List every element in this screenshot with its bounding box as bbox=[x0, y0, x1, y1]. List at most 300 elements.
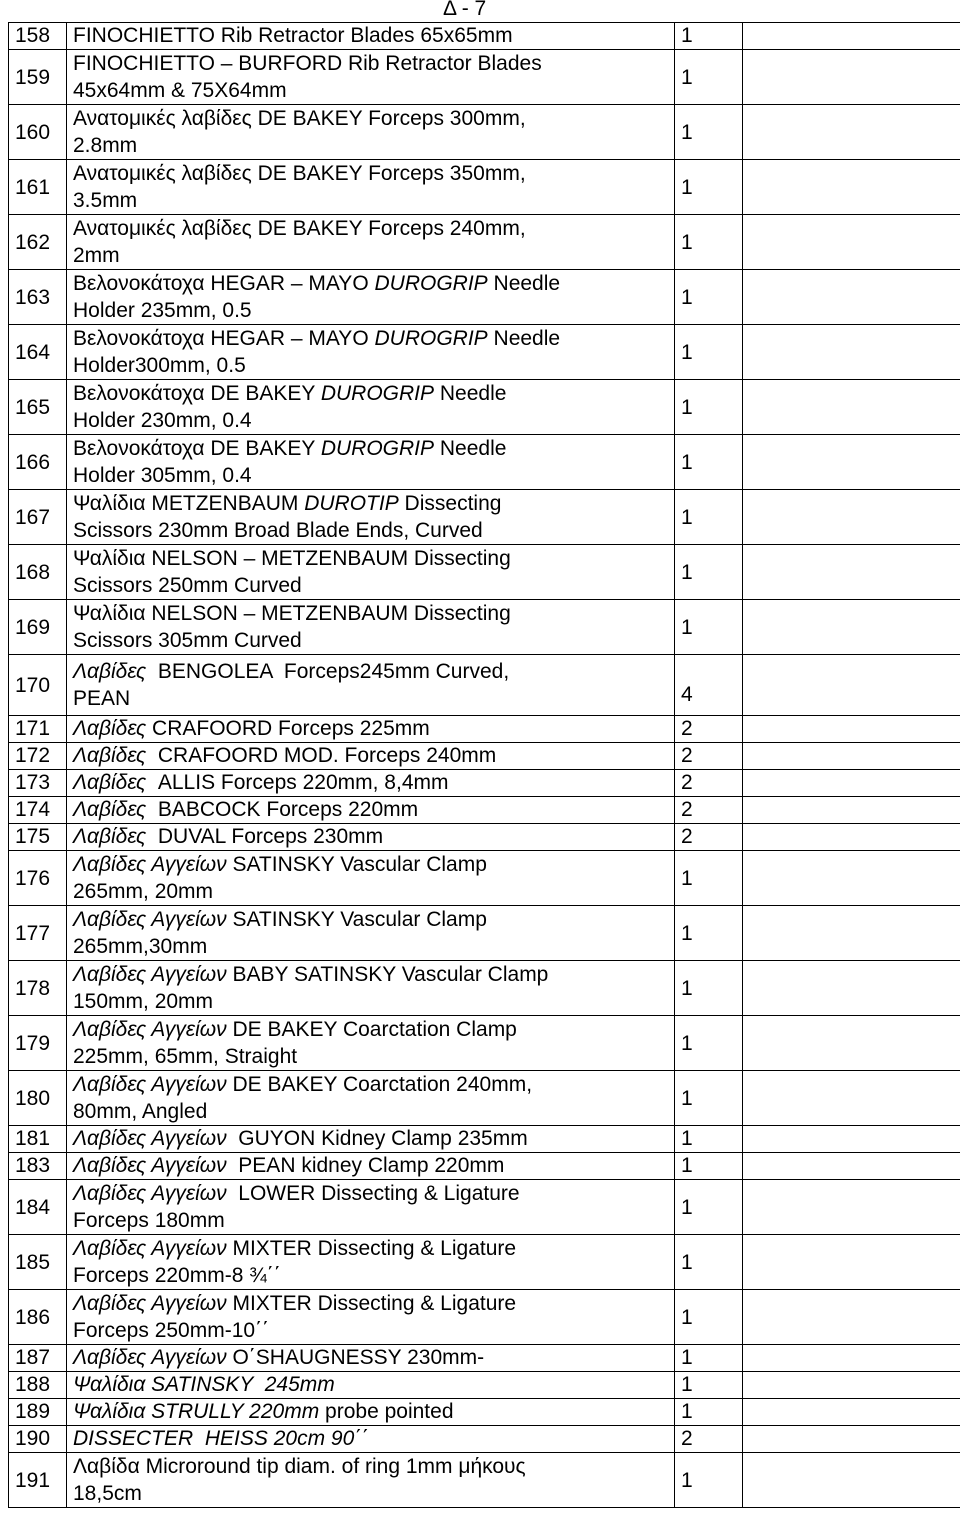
description-line bbox=[73, 1345, 674, 1371]
description-line bbox=[73, 50, 674, 77]
item-quantity: 1 bbox=[675, 50, 743, 105]
item-number: 189 bbox=[9, 1399, 67, 1426]
item-description bbox=[67, 1235, 675, 1290]
description-line bbox=[73, 242, 674, 269]
item-quantity: 1 bbox=[675, 1453, 743, 1508]
item-description bbox=[67, 824, 675, 851]
table-row bbox=[9, 435, 960, 490]
item-description bbox=[67, 770, 675, 797]
description-segment: Needle bbox=[487, 272, 561, 295]
description-segment: DUROGRIP bbox=[320, 382, 435, 405]
description-segment: Λαβίδες Αγγείων bbox=[73, 963, 227, 986]
description-segment: LOWER Dissecting & Ligature bbox=[226, 1182, 520, 1205]
description-segment: CRAFOORD Forceps 225mm bbox=[146, 717, 430, 740]
description-line bbox=[73, 297, 674, 324]
item-quantity: 1 bbox=[675, 1126, 743, 1153]
item-description bbox=[67, 716, 675, 743]
item-number: 166 bbox=[9, 435, 67, 490]
table-row bbox=[9, 851, 960, 906]
description-line bbox=[73, 1016, 674, 1043]
description-line bbox=[73, 851, 674, 878]
table-row bbox=[9, 961, 960, 1016]
item-description bbox=[67, 380, 675, 435]
item-description bbox=[67, 851, 675, 906]
empty-cell bbox=[743, 23, 960, 50]
description-segment: Holder 230mm, 0.4 bbox=[73, 409, 252, 432]
item-description bbox=[67, 743, 675, 770]
description-line bbox=[73, 1098, 674, 1125]
description-line bbox=[73, 352, 674, 379]
table-row bbox=[9, 1235, 960, 1290]
item-number: 167 bbox=[9, 490, 67, 545]
item-quantity: 1 bbox=[675, 215, 743, 270]
item-description bbox=[67, 1126, 675, 1153]
description-line bbox=[73, 1317, 674, 1344]
description-segment: Λαβίδες Αγγείων bbox=[73, 853, 227, 876]
empty-cell bbox=[743, 50, 960, 105]
item-quantity: 1 bbox=[675, 1153, 743, 1180]
description-segment: BABCOCK Forceps 220mm bbox=[146, 798, 419, 821]
item-quantity: 1 bbox=[675, 1235, 743, 1290]
description-line bbox=[73, 1235, 674, 1262]
empty-cell bbox=[743, 380, 960, 435]
page-label: Δ - 7 bbox=[443, 0, 487, 20]
item-description bbox=[67, 1071, 675, 1126]
item-description bbox=[67, 215, 675, 270]
table-row bbox=[9, 490, 960, 545]
item-number: 161 bbox=[9, 160, 67, 215]
item-quantity: 1 bbox=[675, 961, 743, 1016]
description-segment: FINOCHIETTO Rib Retractor Blades 65x65mm bbox=[73, 24, 513, 47]
description-segment: BENGOLEA Forceps245mm Curved, bbox=[146, 660, 510, 683]
item-quantity: 2 bbox=[675, 797, 743, 824]
description-segment: Λαβίδες Αγγείων bbox=[73, 1182, 227, 1205]
item-number: 163 bbox=[9, 270, 67, 325]
description-segment: Ανατομικές λαβίδες DE BAKEY Forceps 300mm, bbox=[73, 107, 526, 130]
table-row bbox=[9, 23, 960, 50]
empty-cell bbox=[743, 906, 960, 961]
empty-cell bbox=[743, 1126, 960, 1153]
description-line bbox=[73, 627, 674, 654]
description-segment: Λαβίδες bbox=[73, 744, 147, 767]
item-quantity: 1 bbox=[675, 851, 743, 906]
description-segment: SATINSKY Vascular Clamp bbox=[226, 853, 487, 876]
item-quantity: 1 bbox=[675, 105, 743, 160]
item-quantity: 1 bbox=[675, 435, 743, 490]
table-row bbox=[9, 770, 960, 797]
empty-cell bbox=[743, 1372, 960, 1399]
item-quantity: 1 bbox=[675, 490, 743, 545]
table-row bbox=[9, 380, 960, 435]
empty-cell bbox=[743, 215, 960, 270]
item-description bbox=[67, 1180, 675, 1235]
description-segment: MIXTER Dissecting & Ligature bbox=[226, 1292, 517, 1315]
description-segment: Needle bbox=[434, 382, 507, 405]
description-line bbox=[73, 1426, 674, 1452]
item-description bbox=[67, 655, 675, 716]
item-number: 162 bbox=[9, 215, 67, 270]
description-segment: DUVAL Forceps 230mm bbox=[146, 825, 384, 848]
item-description bbox=[67, 325, 675, 380]
table-row bbox=[9, 1399, 960, 1426]
description-segment: CRAFOORD MOD. Forceps 240mm bbox=[146, 744, 497, 767]
description-segment: O΄SHAUGNESSY 230mm- bbox=[226, 1346, 485, 1369]
item-number: 191 bbox=[9, 1453, 67, 1508]
description-segment: Needle bbox=[487, 327, 561, 350]
description-line bbox=[73, 572, 674, 599]
description-segment: GUYON Kidney Clamp 235mm bbox=[226, 1127, 528, 1150]
description-line bbox=[73, 1290, 674, 1317]
description-segment: Λαβίδες Αγγείων bbox=[73, 1018, 227, 1041]
description-segment: SATINSKY Vascular Clamp bbox=[226, 908, 487, 931]
empty-cell bbox=[743, 1399, 960, 1426]
description-segment: Λαβίδες Αγγείων bbox=[73, 1237, 227, 1260]
description-segment: 2.8mm bbox=[73, 134, 138, 157]
item-number: 187 bbox=[9, 1345, 67, 1372]
description-line bbox=[73, 824, 674, 850]
item-description bbox=[67, 435, 675, 490]
empty-cell bbox=[743, 1290, 960, 1345]
item-quantity: 1 bbox=[675, 1399, 743, 1426]
item-quantity: 1 bbox=[675, 270, 743, 325]
item-description bbox=[67, 490, 675, 545]
item-description bbox=[67, 797, 675, 824]
description-line bbox=[73, 685, 674, 712]
table-row bbox=[9, 1453, 960, 1508]
description-line bbox=[73, 490, 674, 517]
table-row bbox=[9, 215, 960, 270]
description-segment: Λαβίδες Αγγείων bbox=[73, 1154, 227, 1177]
description-line bbox=[73, 215, 674, 242]
description-segment: Ψαλίδια SATINSKY 245mm bbox=[73, 1373, 335, 1396]
description-segment: Ψαλίδια STRULLY 220mm bbox=[73, 1400, 320, 1423]
item-number: 168 bbox=[9, 545, 67, 600]
description-segment: Βελονοκάτοχα DE BAKEY bbox=[73, 382, 321, 405]
empty-cell bbox=[743, 160, 960, 215]
item-number: 174 bbox=[9, 797, 67, 824]
description-segment: Ψαλίδια METZENBAUM bbox=[73, 492, 305, 515]
table-row bbox=[9, 716, 960, 743]
description-segment: Ψαλίδια NELSON – METZENBAUM Dissecting bbox=[73, 547, 511, 570]
table-body bbox=[9, 23, 960, 1508]
description-segment: FINOCHIETTO – BURFORD Rib Retractor Blades bbox=[73, 52, 542, 75]
description-line bbox=[73, 407, 674, 434]
item-quantity: 1 bbox=[675, 906, 743, 961]
table-row bbox=[9, 545, 960, 600]
description-line bbox=[73, 1372, 674, 1398]
description-segment: Λαβίδες bbox=[73, 717, 147, 740]
description-segment: Λαβίδες bbox=[73, 825, 147, 848]
description-line bbox=[73, 462, 674, 489]
description-segment: 225mm, 65mm, Straight bbox=[73, 1045, 298, 1068]
empty-cell bbox=[743, 1235, 960, 1290]
description-line bbox=[73, 1399, 674, 1425]
item-number: 180 bbox=[9, 1071, 67, 1126]
description-segment: ALLIS Forceps 220mm, 8,4mm bbox=[146, 771, 449, 794]
description-line bbox=[73, 1153, 674, 1179]
item-description bbox=[67, 545, 675, 600]
description-line bbox=[73, 1453, 674, 1480]
empty-cell bbox=[743, 770, 960, 797]
empty-cell bbox=[743, 325, 960, 380]
description-segment: 45x64mm & 75X64mm bbox=[73, 79, 287, 102]
empty-cell bbox=[743, 961, 960, 1016]
table-row bbox=[9, 797, 960, 824]
description-line bbox=[73, 23, 674, 49]
item-description bbox=[67, 600, 675, 655]
description-segment: Λαβίδες Αγγείων bbox=[73, 1073, 227, 1096]
description-segment: 3.5mm bbox=[73, 189, 138, 212]
description-line bbox=[73, 906, 674, 933]
empty-cell bbox=[743, 1153, 960, 1180]
description-segment: Βελονοκάτοχα DE BAKEY bbox=[73, 437, 321, 460]
description-line bbox=[73, 270, 674, 297]
empty-cell bbox=[743, 270, 960, 325]
description-line bbox=[73, 878, 674, 905]
description-line bbox=[73, 988, 674, 1015]
description-line bbox=[73, 435, 674, 462]
empty-cell bbox=[743, 655, 960, 716]
item-quantity: 2 bbox=[675, 1426, 743, 1453]
description-segment: BABY SATINSKY Vascular Clamp bbox=[226, 963, 549, 986]
description-line bbox=[73, 1126, 674, 1152]
description-segment: Dissecting bbox=[398, 492, 502, 515]
item-number: 188 bbox=[9, 1372, 67, 1399]
table-row bbox=[9, 824, 960, 851]
description-line bbox=[73, 1043, 674, 1070]
item-number: 159 bbox=[9, 50, 67, 105]
description-line bbox=[73, 1480, 674, 1507]
description-line bbox=[73, 658, 674, 685]
description-segment: Λαβίδες bbox=[73, 660, 147, 683]
description-segment: Forceps 220mm-8 ¾΄΄ bbox=[73, 1264, 281, 1287]
item-number: 185 bbox=[9, 1235, 67, 1290]
item-number: 170 bbox=[9, 655, 67, 716]
item-number: 165 bbox=[9, 380, 67, 435]
description-segment: Λαβίδες Αγγείων bbox=[73, 1346, 227, 1369]
empty-cell bbox=[743, 600, 960, 655]
description-segment: Forceps 250mm-10΄΄ bbox=[73, 1319, 270, 1342]
empty-cell bbox=[743, 1453, 960, 1508]
description-segment: Ανατομικές λαβίδες DE BAKEY Forceps 240mm, bbox=[73, 217, 526, 240]
item-description bbox=[67, 906, 675, 961]
description-segment: Needle bbox=[434, 437, 507, 460]
description-segment: Holder 305mm, 0.4 bbox=[73, 464, 252, 487]
item-quantity: 1 bbox=[675, 1345, 743, 1372]
item-number: 186 bbox=[9, 1290, 67, 1345]
equipment-table bbox=[8, 22, 960, 1508]
description-line bbox=[73, 743, 674, 769]
item-number: 160 bbox=[9, 105, 67, 160]
item-description bbox=[67, 270, 675, 325]
description-segment: 150mm, 20mm bbox=[73, 990, 214, 1013]
table-row bbox=[9, 50, 960, 105]
description-segment: DUROGRIP bbox=[320, 437, 435, 460]
description-segment: 80mm, Angled bbox=[73, 1100, 208, 1123]
item-quantity: 1 bbox=[675, 1071, 743, 1126]
table-row bbox=[9, 325, 960, 380]
description-line bbox=[73, 716, 674, 742]
description-segment: PEAN bbox=[73, 687, 131, 710]
item-quantity: 1 bbox=[675, 1290, 743, 1345]
table-row bbox=[9, 1180, 960, 1235]
empty-cell bbox=[743, 105, 960, 160]
description-segment: 265mm,30mm bbox=[73, 935, 208, 958]
item-description bbox=[67, 1016, 675, 1071]
description-segment: PEAN kidney Clamp 220mm bbox=[226, 1154, 505, 1177]
empty-cell bbox=[743, 545, 960, 600]
item-number: 178 bbox=[9, 961, 67, 1016]
item-quantity: 1 bbox=[675, 325, 743, 380]
item-number: 183 bbox=[9, 1153, 67, 1180]
description-segment: 265mm, 20mm bbox=[73, 880, 214, 903]
empty-cell bbox=[743, 1426, 960, 1453]
item-quantity: 2 bbox=[675, 743, 743, 770]
description-line bbox=[73, 77, 674, 104]
empty-cell bbox=[743, 1180, 960, 1235]
item-description bbox=[67, 1153, 675, 1180]
item-quantity: 1 bbox=[675, 1372, 743, 1399]
description-segment: Λαβίδες Αγγείων bbox=[73, 1292, 227, 1315]
empty-cell bbox=[743, 1016, 960, 1071]
table-row bbox=[9, 1153, 960, 1180]
item-number: 190 bbox=[9, 1426, 67, 1453]
table-row bbox=[9, 105, 960, 160]
item-description bbox=[67, 1453, 675, 1508]
table-row bbox=[9, 906, 960, 961]
description-line bbox=[73, 770, 674, 796]
description-line bbox=[73, 1180, 674, 1207]
description-line bbox=[73, 325, 674, 352]
item-quantity: 1 bbox=[675, 1180, 743, 1235]
table-row bbox=[9, 1126, 960, 1153]
item-quantity: 2 bbox=[675, 770, 743, 797]
description-line bbox=[73, 933, 674, 960]
description-line bbox=[73, 797, 674, 823]
item-description bbox=[67, 1290, 675, 1345]
table-row bbox=[9, 1290, 960, 1345]
item-quantity: 1 bbox=[675, 23, 743, 50]
table-row bbox=[9, 1345, 960, 1372]
description-segment: Λαβίδες bbox=[73, 798, 147, 821]
description-segment: Holder 235mm, 0.5 bbox=[73, 299, 252, 322]
description-segment: Βελονοκάτοχα HEGAR – MAYO bbox=[73, 327, 375, 350]
description-segment: DE BAKEY Coarctation Clamp bbox=[226, 1018, 517, 1041]
empty-cell bbox=[743, 824, 960, 851]
description-segment: Ανατομικές λαβίδες DE BAKEY Forceps 350mm, bbox=[73, 162, 526, 185]
item-quantity: 1 bbox=[675, 1016, 743, 1071]
table-row bbox=[9, 1372, 960, 1399]
description-line bbox=[73, 160, 674, 187]
description-line bbox=[73, 1262, 674, 1289]
item-description bbox=[67, 1345, 675, 1372]
description-line bbox=[73, 105, 674, 132]
item-description bbox=[67, 961, 675, 1016]
description-segment: Scissors 305mm Curved bbox=[73, 629, 302, 652]
description-segment: Scissors 250mm Curved bbox=[73, 574, 302, 597]
description-segment: DUROTIP bbox=[304, 492, 399, 515]
description-segment: 2mm bbox=[73, 244, 120, 267]
description-segment: MIXTER Dissecting & Ligature bbox=[226, 1237, 517, 1260]
empty-cell bbox=[743, 435, 960, 490]
item-number: 164 bbox=[9, 325, 67, 380]
table-row bbox=[9, 743, 960, 770]
item-number: 176 bbox=[9, 851, 67, 906]
description-segment: DUROGRIP bbox=[374, 327, 488, 350]
empty-cell bbox=[743, 1345, 960, 1372]
item-description bbox=[67, 1426, 675, 1453]
description-line bbox=[73, 1207, 674, 1234]
description-segment: Forceps 180mm bbox=[73, 1209, 225, 1232]
item-number: 158 bbox=[9, 23, 67, 50]
item-number: 169 bbox=[9, 600, 67, 655]
empty-cell bbox=[743, 490, 960, 545]
empty-cell bbox=[743, 716, 960, 743]
item-quantity: 1 bbox=[675, 600, 743, 655]
description-segment: Λαβίδες Αγγείων bbox=[73, 1127, 227, 1150]
description-segment: Βελονοκάτοχα HEGAR – MAYO bbox=[73, 272, 375, 295]
description-segment: DISSECTER HEISS 20cm 90΄΄ bbox=[73, 1427, 369, 1450]
description-segment: DE BAKEY Coarctation 240mm, bbox=[226, 1073, 533, 1096]
table-row bbox=[9, 1426, 960, 1453]
item-quantity: 2 bbox=[675, 824, 743, 851]
item-number: 175 bbox=[9, 824, 67, 851]
table-row bbox=[9, 1071, 960, 1126]
table-row bbox=[9, 160, 960, 215]
item-description bbox=[67, 160, 675, 215]
item-quantity: 1 bbox=[675, 380, 743, 435]
empty-cell bbox=[743, 743, 960, 770]
item-description bbox=[67, 50, 675, 105]
item-quantity: 4 bbox=[675, 655, 743, 716]
item-description bbox=[67, 1372, 675, 1399]
description-segment: DUROGRIP bbox=[374, 272, 488, 295]
table-row bbox=[9, 600, 960, 655]
item-number: 173 bbox=[9, 770, 67, 797]
item-description bbox=[67, 23, 675, 50]
item-number: 177 bbox=[9, 906, 67, 961]
item-number: 171 bbox=[9, 716, 67, 743]
description-line bbox=[73, 132, 674, 159]
description-line bbox=[73, 1071, 674, 1098]
table-row bbox=[9, 1016, 960, 1071]
description-segment: Ψαλίδια NELSON – METZENBAUM Dissecting bbox=[73, 602, 511, 625]
item-quantity: 1 bbox=[675, 160, 743, 215]
description-line bbox=[73, 961, 674, 988]
empty-cell bbox=[743, 797, 960, 824]
item-number: 179 bbox=[9, 1016, 67, 1071]
empty-cell bbox=[743, 1071, 960, 1126]
item-number: 172 bbox=[9, 743, 67, 770]
item-description bbox=[67, 1399, 675, 1426]
description-segment: Λαβίδες Αγγείων bbox=[73, 908, 227, 931]
description-segment: Λαβίδες bbox=[73, 771, 147, 794]
description-segment: Holder300mm, 0.5 bbox=[73, 354, 246, 377]
item-number: 184 bbox=[9, 1180, 67, 1235]
description-line bbox=[73, 545, 674, 572]
item-quantity: 1 bbox=[675, 545, 743, 600]
description-segment: Scissors 230mm Broad Blade Ends, Curved bbox=[73, 519, 483, 542]
description-line bbox=[73, 600, 674, 627]
description-segment: probe pointed bbox=[319, 1400, 454, 1423]
table-row bbox=[9, 270, 960, 325]
description-line bbox=[73, 380, 674, 407]
item-number: 181 bbox=[9, 1126, 67, 1153]
table-row bbox=[9, 655, 960, 716]
description-segment: Λαβίδα Microround tip diam. of ring 1mm μήκους bbox=[73, 1455, 526, 1478]
description-line bbox=[73, 187, 674, 214]
item-description bbox=[67, 105, 675, 160]
